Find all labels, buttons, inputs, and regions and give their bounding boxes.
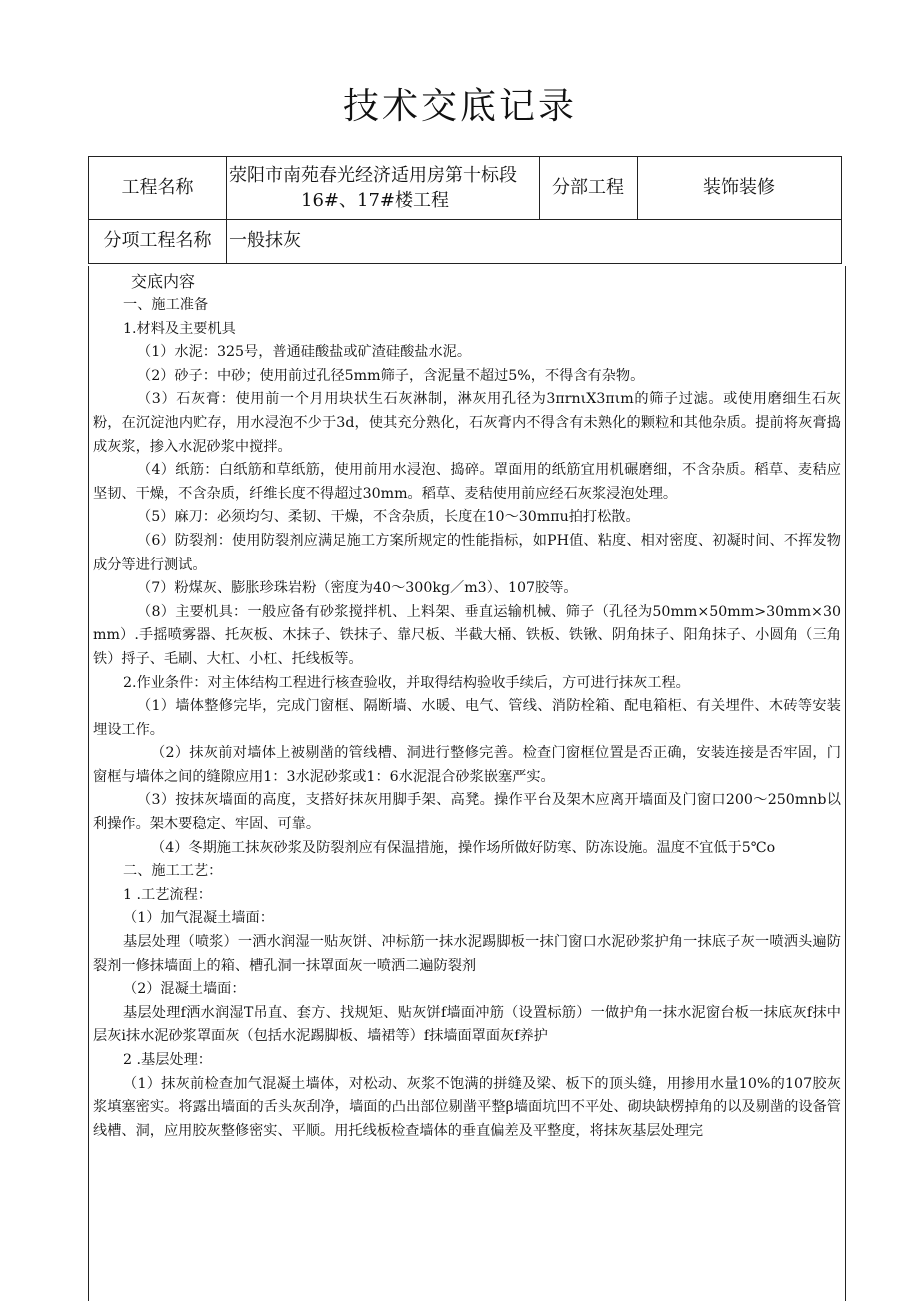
subsection-heading: 1.材料及主要机具 (123, 320, 236, 337)
division-value: 装饰装修 (703, 177, 775, 198)
paragraph: （1）墙体整修完毕，完成门窗框、隔断墙、水暖、电气、管线、消防栓箱、配电箱柜、有关埋件、木砖等安装埋设工作。 (93, 698, 841, 738)
content-heading: 交底内容 (131, 272, 196, 291)
project-name-label: 工程名称 (121, 177, 194, 198)
subitem-label: 分项工程名称 (103, 230, 212, 251)
disclosure-content (88, 266, 846, 1301)
header-table (88, 156, 842, 264)
paragraph: （1）抹灰前检查加气混凝土墙体，对松动、灰浆不饱满的拼缝及梁、板下的顶头缝，用掺用水量10%的107胶灰浆填塞密实。将露出墙面的舌头灰刮净，墙面的凸出部位剔凿平整β墙面坑凹不平处、砌块缺楞掉角的以及剔凿的设备管线槽、洞，应用胶灰整修密实、平顺。用托线板检查墙体的垂直偏差及平整度，将抹灰基层处理完 (93, 1075, 841, 1139)
paragraph: 基层处理（喷浆）一洒水润湿一贴灰饼、冲标筋一抹水泥踢脚板一抹门窗口水泥砂浆护角一抹底子灰一喷洒头遍防裂剂一修抹墙面上的箱、槽孔洞一抹罩面灰一喷洒二遍防裂剂 (93, 934, 841, 974)
project-name-line1: 荥阳市南苑春光经济适用房第十标段 (229, 165, 517, 186)
section-heading: 二、施工工艺： (123, 863, 223, 880)
paragraph: （4）冬期施工抹灰砂浆及防裂剂应有保温措施，操作场所做好防寒、防冻设施。温度不宜低于5℃o (151, 839, 776, 856)
paragraph: （2）抹灰前对墙体上被剔凿的管线槽、洞进行整修完善。检查门窗框位置是否正确，安装连接是否牢固，门窗框与墙体之间的缝隙应用1：3水泥砂浆或1：6水泥混合砂浆嵌塞严实。 (93, 745, 841, 785)
division-label: 分部工程 (552, 177, 624, 198)
subsection-heading: （2）混凝土墙面： (123, 981, 246, 998)
paragraph: （6）防裂剂：使用防裂剂应满足施工方案所规定的性能指标，如PH值、粘度、相对密度、初凝时间、不挥发物成分等进行测试。 (93, 532, 841, 573)
paragraph: （3）石灰膏：使用前一个月用块状生石灰淋制，淋灰用孔径为3πrnιX3πιm的筛子过滤。或使用磨细生石灰粉，在沉淀池内贮存，用水浸泡不少于3d，使其充分熟化，石灰膏内不得含有未熟化的颗粒和其他杂质。提前将灰膏捣成灰浆，掺入水泥砂浆中搅拌。 (93, 391, 841, 455)
document-title: 技术交底记录 (342, 86, 577, 127)
section-heading: 一、施工准备 (123, 297, 209, 313)
paragraph: （8）主要机具：一般应备有砂浆搅拌机、上料架、垂直运输机械、筛子（孔径为50mm×50mm>30mm×30mm）.手摇喷雾器、托灰板、木抹子、铁抹子、靠尺板、半截大桶、铁板、铁锹、阴角抹子、阳角抹子、小圆角（三角铁）捋子、毛刷、大杠、小杠、托线板等。 (93, 603, 841, 667)
subitem-value: 一般抹灰 (229, 230, 301, 251)
subsection-heading: 2.作业条件：对主体结构工程进行核查验收，并取得结构验收手续后，方可进行抹灰工程。 (123, 674, 690, 691)
paragraph: （4）纸筋：白纸筋和草纸筋，使用前用水浸泡、捣碎。罩面用的纸筋宜用机碾磨细，不含杂质。稻草、麦秸应坚韧、干燥，不含杂质，纤维长度不得超过30mm。稻草、麦秸使用前应经石灰浆浸泡处理。 (93, 462, 841, 502)
project-name-value (229, 163, 541, 213)
subsection-heading: （1）加气混凝土墙面： (123, 910, 274, 927)
paragraph: 基层处理f洒水润湿T吊直、套方、找规矩、贴灰饼f墙面冲筋（设置标筋）一做护角一抹水泥窗台板一抹底灰f抹中层灰i抹水泥砂浆罩面灰（包括水泥踢脚板、墙裙等）f抹墙面罩面灰f养护 (93, 1004, 841, 1045)
subsection-heading: 2 .基层处理： (123, 1052, 212, 1068)
project-name-line2: 16#、17#楼工程 (301, 190, 449, 211)
paragraph: （1）水泥：325号，普通硅酸盐或矿渣硅酸盐水泥。 (137, 344, 472, 361)
subsection-heading: 1 .工艺流程： (123, 886, 212, 903)
paragraph: （5）麻刀：必须均匀、柔韧、干燥，不含杂质，长度在10～30mπu拍打松散。 (137, 509, 640, 526)
paragraph: （3）按抹灰墙面的高度，支搭好抹灰用脚手架、高凳。操作平台及架木应离开墙面及门窗口200～250mnb以利操作。架木要稳定、牢固、可靠。 (93, 792, 841, 833)
paragraph: （7）粉煤灰、膨胀珍珠岩粉（密度为40～300kg／m3）、107胶等。 (137, 580, 578, 597)
paragraph: （2）砂子：中砂；使用前过孔径5mm筛子，含泥量不超过5%，不得含有杂物。 (137, 367, 645, 384)
